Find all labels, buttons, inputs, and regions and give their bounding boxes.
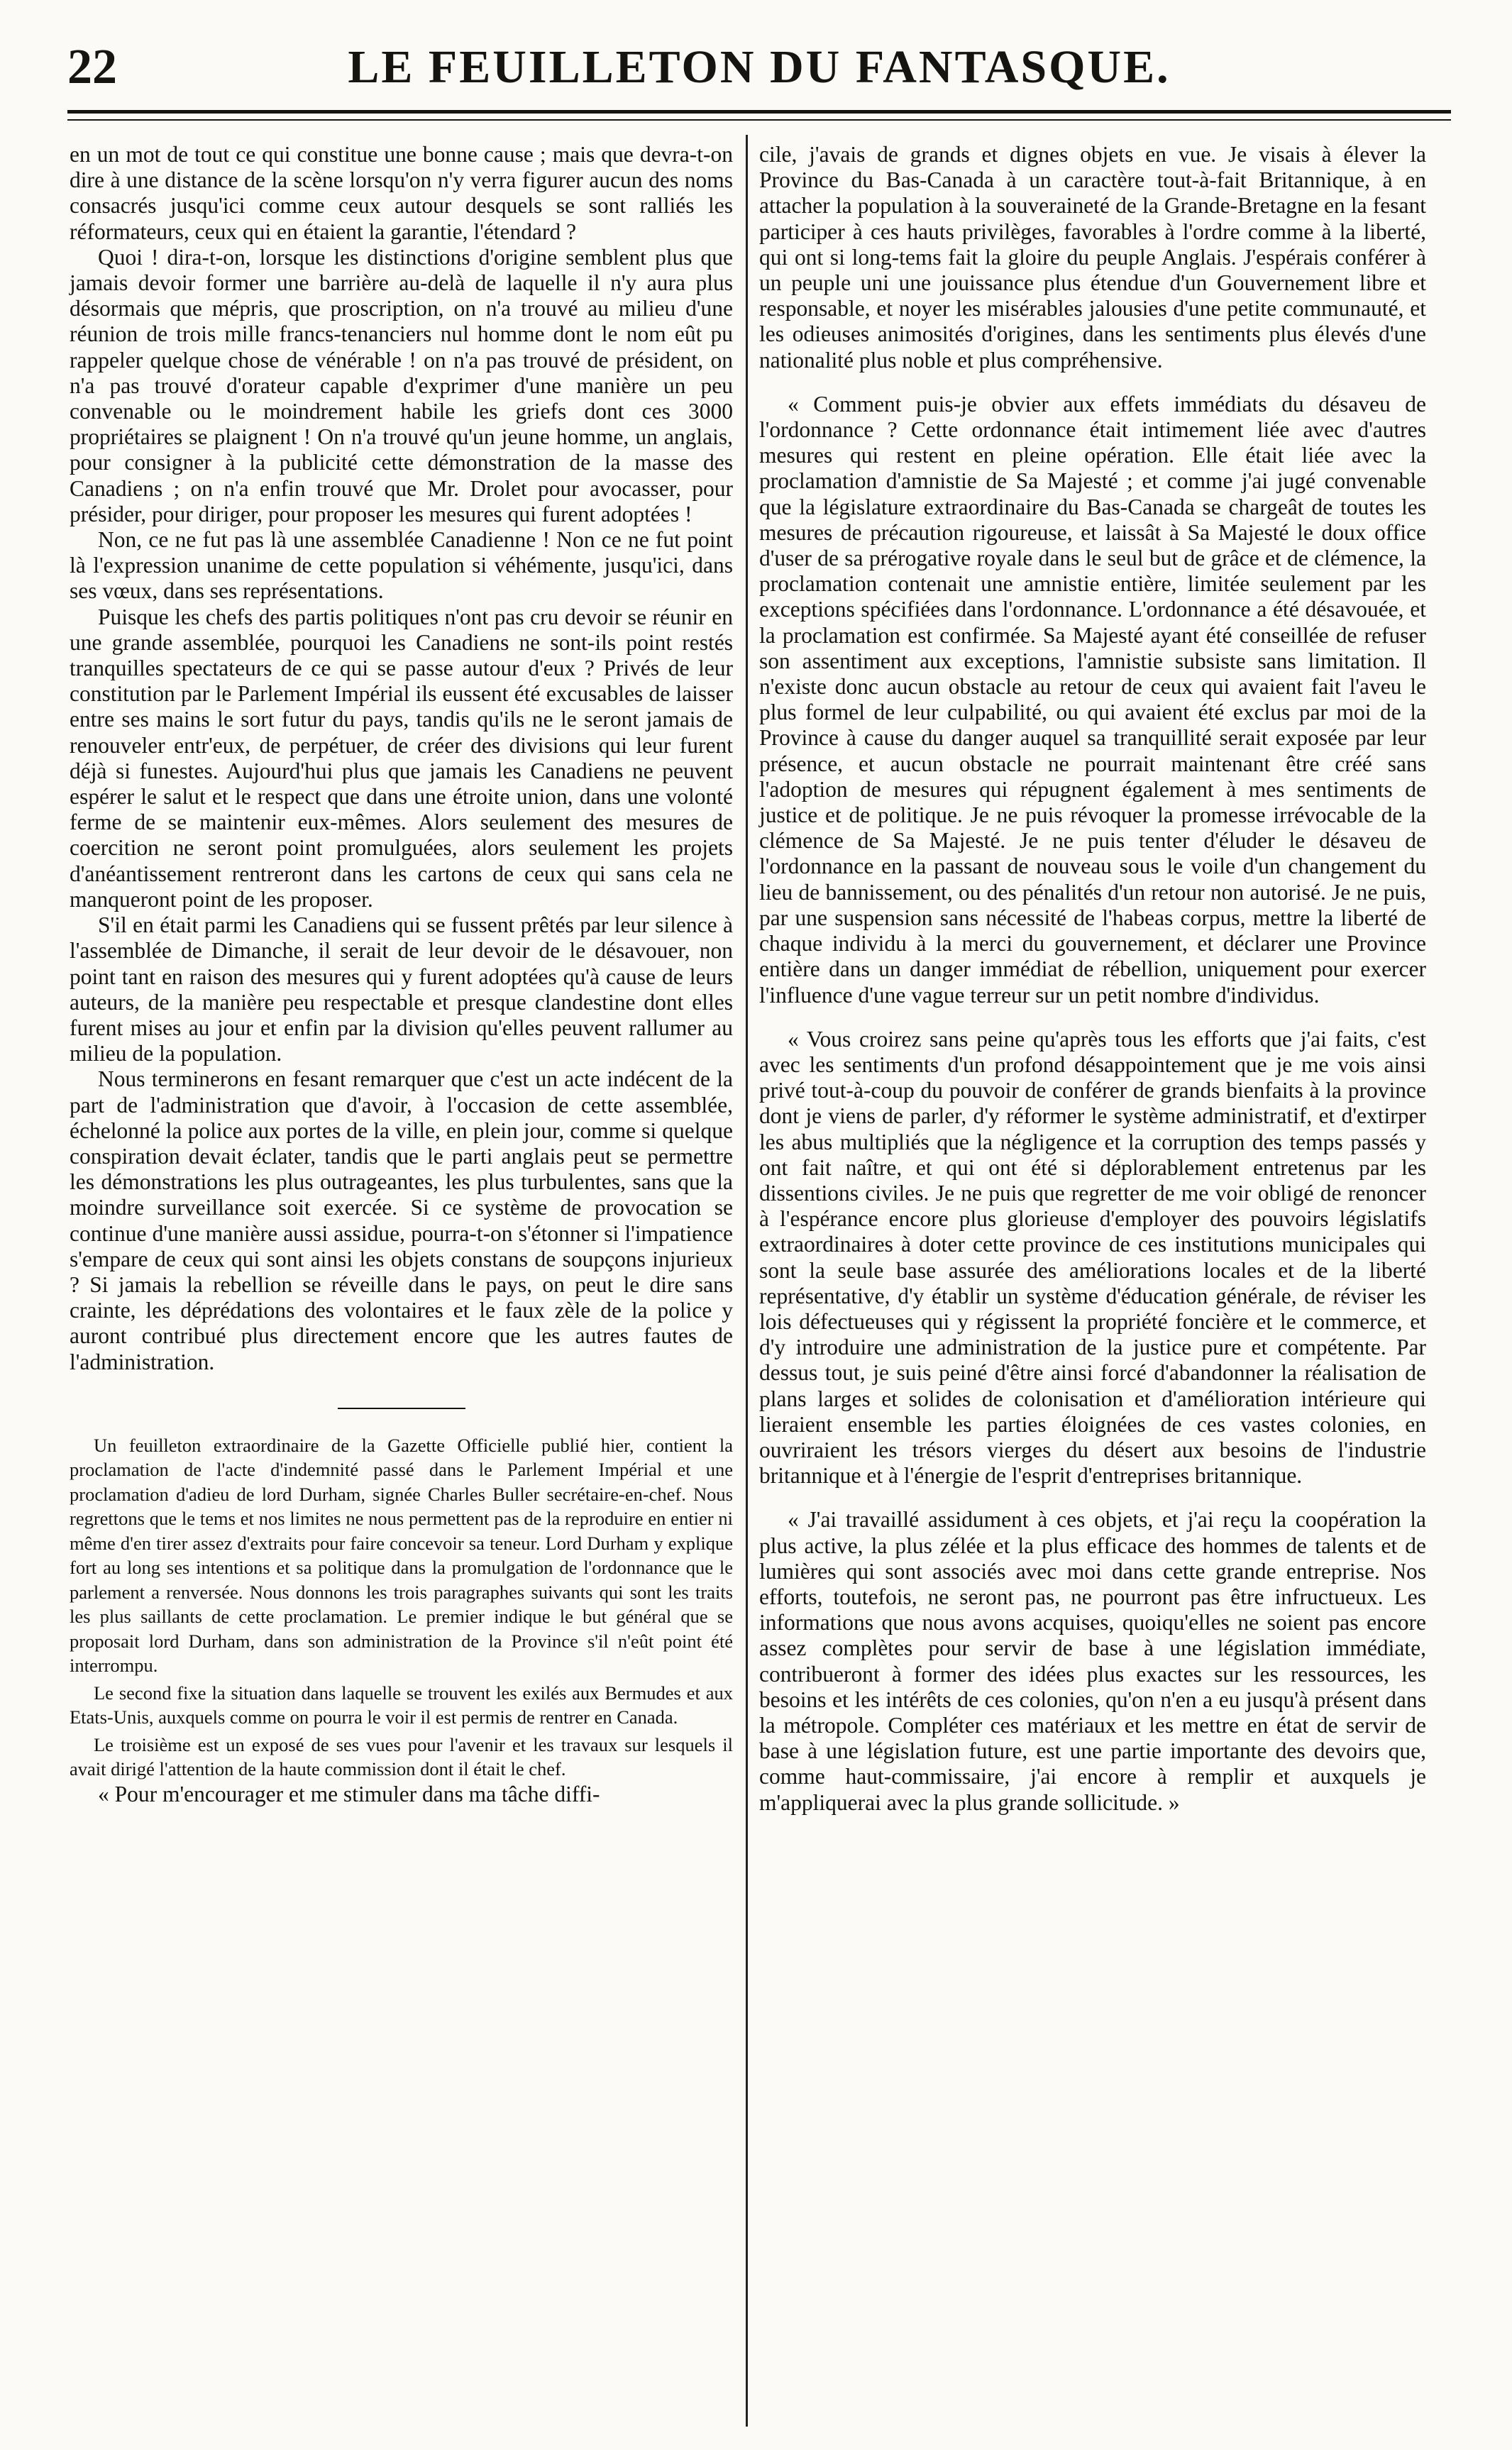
left-column (70, 142, 733, 1807)
paragraph: cile, j'avais de grands et dignes objets en vue. Je visais à élever la Province du Bas-Canada à un caractère tout-à-fait Britannique, à en attacher la population à la souveraineté de la Grande-Bretagne en la fesant participer à ces hauts privilèges, favorables à l'ordre comme à la liberté, qui ont si long-tems fait la gloire du peuple Anglais. J'espérais conférer à un peuple uni une jouissance plus étendue d'un Gouvernement libre et responsable, et noyer les misérables jalousies d'une petite communauté, et les odieuses animosités d'origines, dans les sentiments plus élevés d'une nationalité plus noble et plus compréhensive. (759, 142, 1426, 373)
note-paragraph: Le second fixe la situation dans laquelle se trouvent les exilés aux Bermudes et aux Etats-Unis, auxquels comme on pourra le voir il est permis de rentrer en Canada. (70, 1682, 733, 1728)
section-separator (338, 1408, 465, 1409)
note-paragraph: Un feuilleton extraordinaire de la Gazette Officielle publié hier, contient la proclamation de l'acte d'indemnité passé dans le Parlement Impérial et une proclamation d'adieu de lord Durham, signée Charles Buller secrétaire-en-chef. Nous regrettons que le tems et nos limites ne nous permettent pas de la reproduire en entier ni même d'en tirer assez d'extraits pour faire concevoir sa teneur. Lord Durham y explique fort au long ses intentions et sa politique dans la promulgation de l'ordonnance que le parlement a renversée. Nous donnons les trois paragraphes suivants qui sont les traits les plus saillants de cette proclamation. Le premier indique le but général que se proposait lord Durham, dans son administration de la Province s'il n'eût point été interrompu. (70, 1434, 733, 1677)
header-rule-thin (67, 119, 1451, 121)
paragraph: « Comment puis-je obvier aux effets immédiats du désaveu de l'ordonnance ? Cette ordonnance était intimement liée avec d'autres mesures qui restent en pleine opération. Elle était liée avec la proclamation d'amnistie de Sa Majesté ; et comme j'ai jugé convenable que la législature extraordinaire du Bas-Canada se chargeât de toutes les mesures de précaution rigoureuse, et laissât à Sa Majesté le doux office d'user de sa prérogative royale dans le seul but de grâce et de clémence, la proclamation contenait une amnistie entière, limitée seulement par les exceptions spécifiées dans l'ordonnance. L'ordonnance a été désavouée, et la proclamation est confirmée. Sa Majesté ayant été conseillée de refuser son assentiment aux exceptions, l'amnistie subsiste sans limitation. Il n'existe donc aucun obstacle au retour de ceux qui avaient fait l'aveu le plus formel de leur culpabilité, ou qui avaient été exclus par moi de la Province à cause du danger auquel sa tranquillité serait exposée par leur présence, et aucun obstacle ne pourrait maintenant être créé sans l'adoption de mesures qui répugnent également à mes sentiments de justice et de politique. Je ne puis révoquer la promesse irrévocable de la clémence de Sa Majesté. Je ne puis tenter d'éluder le désaveu de l'ordonnance en la passant de nouveau sous le voile d'un changement du lieu de bannissement, ou des pénalités d'un retour non autorisé. Je ne puis, par une suspension sans nécessité de l'habeas corpus, mettre la liberté de chaque individu à la merci du gouvernement, et déclarer une Province entière dans un danger immédiat de rébellion, uniquement pour exercer l'influence d'une vague terreur sur un petit nombre d'individus. (759, 391, 1426, 1008)
right-column (759, 142, 1426, 1816)
page-number: 22 (67, 40, 117, 94)
paragraph: Quoi ! dira-t-on, lorsque les distinctions d'origine semblent plus que jamais devoir former une barrière au-delà de laquelle il n'y aura plus désormais que mépris, que proscription, on n'a trouvé au milieu d'une réunion de trois mille francs-tenanciers nul homme dont le nom eût pu rappeler quelque chose de vénérable ! on n'a pas trouvé de président, on n'a pas trouvé d'orateur capable d'exprimer d'une manière un peu convenable ou le moindrement habile les griefs dont ces 3000 propriétaires se plaignent ! On n'a trouvé qu'un jeune homme, un anglais, pour consigner à la publicité cette démonstration de la masse des Canadiens ; on n'a enfin trouvé que Mr. Drolet pour avocasser, pour présider, pour diriger, pour proposer les mesures qui furent adoptées ! (70, 244, 733, 526)
page-title: LE FEUILLETON DU FANTASQUE. (348, 41, 1171, 93)
column-divider (746, 135, 748, 2427)
paragraph: en un mot de tout ce qui constitue une bonne cause ; mais que devra-t-on dire à une distance de la scène lorsqu'on n'y verra figurer aucun des noms consacrés jusqu'ici comme ceux autour desquels se sont ralliés les réformateurs, ceux qui en étaient la garantie, l'étendard ? (70, 142, 733, 244)
paragraph: Puisque les chefs des partis politiques n'ont pas cru devoir se réunir en une grande assemblée, pourquoi les Canadiens ne sont-ils point restés tranquilles spectateurs de ce qui se passe autour d'eux ? Privés de leur constitution par le Parlement Impérial ils eussent été excusables de laisser entre ses mains le sort futur du pays, tandis qu'ils ne le seront jamais de renouveler entr'eux, de perpétuer, de créer des divisions qui leur furent déjà si funestes. Aujourd'hui plus que jamais les Canadiens ne peuvent espérer le salut et le respect que dans une étroite union, dans une volonté ferme de se maintenir eux-mêmes. Alors seulement des mesures de coercition ne seront point promulguées, alors seulement les projets d'anéantissement rentreront dans les cartons de ceux qui sans cela ne manqueront point de les proposer. (70, 604, 733, 912)
paragraph: S'il en était parmi les Canadiens qui se fussent prêtés par leur silence à l'assemblée de Dimanche, il serait de leur devoir de le désavouer, non point tant en raison des mesures qui y furent adoptées qu'à cause de leurs auteurs, de la manière peu respectable et presque clandestine dont elles furent mises au jour et enfin par la division qu'elles peuvent rallumer au milieu de la population. (70, 912, 733, 1066)
quote-opening: « Pour m'encourager et me stimuler dans ma tâche diffi- (98, 1781, 600, 1806)
editorial-note (70, 1433, 733, 1782)
paragraph: Nous terminerons en fesant remarquer que c'est un acte indécent de la part de l'administration que d'avoir, à l'occasion de cette assemblée, échelonné la police aux portes de la ville, en plein jour, comme si quelque conspiration devait éclater, tandis que le parti anglais peut se permettre les démonstrations les plus outrageantes, les plus turbulentes, sans que la moindre surveillance soit exercée. Si ce système de provocation se continue d'une manière aussi assidue, pourra-t-on s'étonner si l'impatience s'empare de ceux qui sont ainsi les objets constans de soupçons injurieux ? Si jamais la rebellion se réveille dans le pays, on peut le dire sans crainte, les déprédations des volontaires et le faux zèle de la police y auront contribué plus directement encore que les autres fautes de l'administration. (70, 1066, 733, 1374)
page-header (67, 35, 1451, 99)
paragraph: « J'ai travaillé assidument à ces objets, et j'ai reçu la coopération la plus active, la plus zélée et la plus efficace des hommes de talents et de lumières qui sont associés avec moi dans cette grande entreprise. Nos efforts, toutefois, ne seront pas, ne pourront pas être infructueux. Les informations que nous avons acquises, quoiqu'elles ne soient pas encore assez complètes pour servir de base à une législation immédiate, contribueront à former des idées plus exactes sur les ressources, les besoins et les intérêts de ces colonies, qu'on n'en a eu jusqu'à présent dans la métropole. Compléter ces matériaux et les mettre en état de servir de base à une législation future, est une partie importante des devoirs que, comme haut-commissaire, j'ai encore à remplir et auxquels je m'appliquerai avec la plus grande sollicitude. » (759, 1507, 1426, 1815)
header-rule-thick (67, 110, 1451, 114)
note-paragraph: Le troisième est un exposé de ses vues pour l'avenir et les travaux sur lesquels il avait dirigé l'attention de la haute commission dont il était le chef. (70, 1733, 733, 1780)
paragraph: Non, ce ne fut pas là une assemblée Canadienne ! Non ce ne fut point là l'expression unanime de cette population si véhémente, jusqu'ici, dans ses vœux, dans ses représentations. (70, 527, 733, 604)
paragraph: « Vous croirez sans peine qu'après tous les efforts que j'ai faits, c'est avec les sentiments d'un profond désappointement que je me vois ainsi privé tout-à-coup du pouvoir de conférer de grands bienfaits à la province dont je viens de parler, d'y réformer le système administratif, et d'extirper les abus multipliés que la négligence et la corruption des temps passés y ont fait naître, et qui ont été si déplorablement entretenus par les dissentions civiles. Je ne puis que regretter de me voir obligé de renoncer à l'espérance encore plus glorieuse d'employer des pouvoirs législatifs extraordinaires à doter cette province de ces institutions municipales qui sont la seule base assurée des améliorations locales et de la liberté représentative, d'y établir un système d'éducation générale, de réviser les lois défectueuses qui y régissent la propriété foncière et le commerce, et d'y introduire une administration de la justice pure et compétente. Par dessus tout, je suis peiné d'être ainsi forcé d'abandonner la réalisation de plans larges et solides de colonisation et d'amélioration intérieure qui lieraient ensemble les parties éloignées de ces vastes colonies, en ouvriraient les trésors vierges du désert aux besoins de l'industrie britannique et à l'énergie de l'esprit d'entreprises britannique. (759, 1026, 1426, 1489)
